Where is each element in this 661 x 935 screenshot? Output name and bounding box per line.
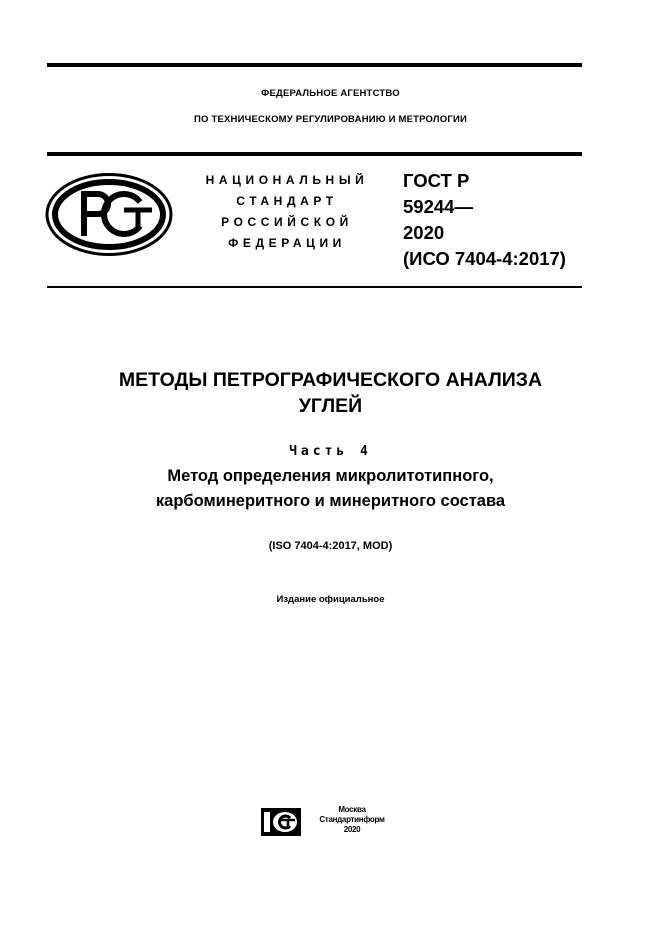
edition-label: Издание официальное	[276, 594, 385, 605]
standard-line-4: ФЕДЕРАЦИИ	[228, 236, 346, 250]
standard-line-1: НАЦИОНАЛЬНЫЙ	[205, 173, 369, 187]
standard-code-block	[403, 168, 593, 272]
subtitle-line-1: Метод определения микролитотипного,	[167, 467, 494, 485]
top-rule	[47, 63, 582, 67]
publisher-block	[306, 805, 398, 835]
standard-line-2: СТАНДАРТ	[236, 194, 338, 208]
publisher-year: 2020	[343, 825, 361, 834]
part-subtitle	[0, 464, 661, 514]
code-line-2: 59244—	[403, 196, 473, 217]
standard-line-3: РОССИЙСКОЙ	[221, 215, 353, 229]
gost-r-logo-icon	[44, 172, 174, 257]
agency-line-2: ПО ТЕХНИЧЕСКОМУ РЕГУЛИРОВАНИЮ И МЕТРОЛОГИИ	[194, 114, 467, 125]
iso-reference: (ISO 7404-4:2017, MOD)	[268, 540, 393, 552]
title-line-2: УГЛЕЙ	[298, 395, 363, 417]
code-line-3: 2020	[403, 222, 445, 243]
agency-line-1: ФЕДЕРАЛЬНОЕ АГЕНТСТВО	[261, 88, 400, 99]
code-line-4: (ИСО 7404-4:2017)	[403, 248, 566, 269]
standartinform-logo-icon	[261, 808, 301, 836]
subtitle-line-2: карбоминеритного и минеритного состава	[155, 492, 506, 510]
national-standard-block	[192, 170, 382, 254]
code-line-1: ГОСТ Р	[403, 170, 470, 191]
document-title	[0, 367, 661, 419]
publisher-city: Москва	[338, 805, 366, 814]
publisher-name: Стандартинформ	[319, 815, 385, 824]
header-rule	[47, 152, 582, 156]
title-line-1: МЕТОДЫ ПЕТРОГРАФИЧЕСКОГО АНАЛИЗА	[118, 369, 543, 391]
code-rule	[47, 286, 582, 288]
part-label: Часть 4	[289, 444, 372, 459]
